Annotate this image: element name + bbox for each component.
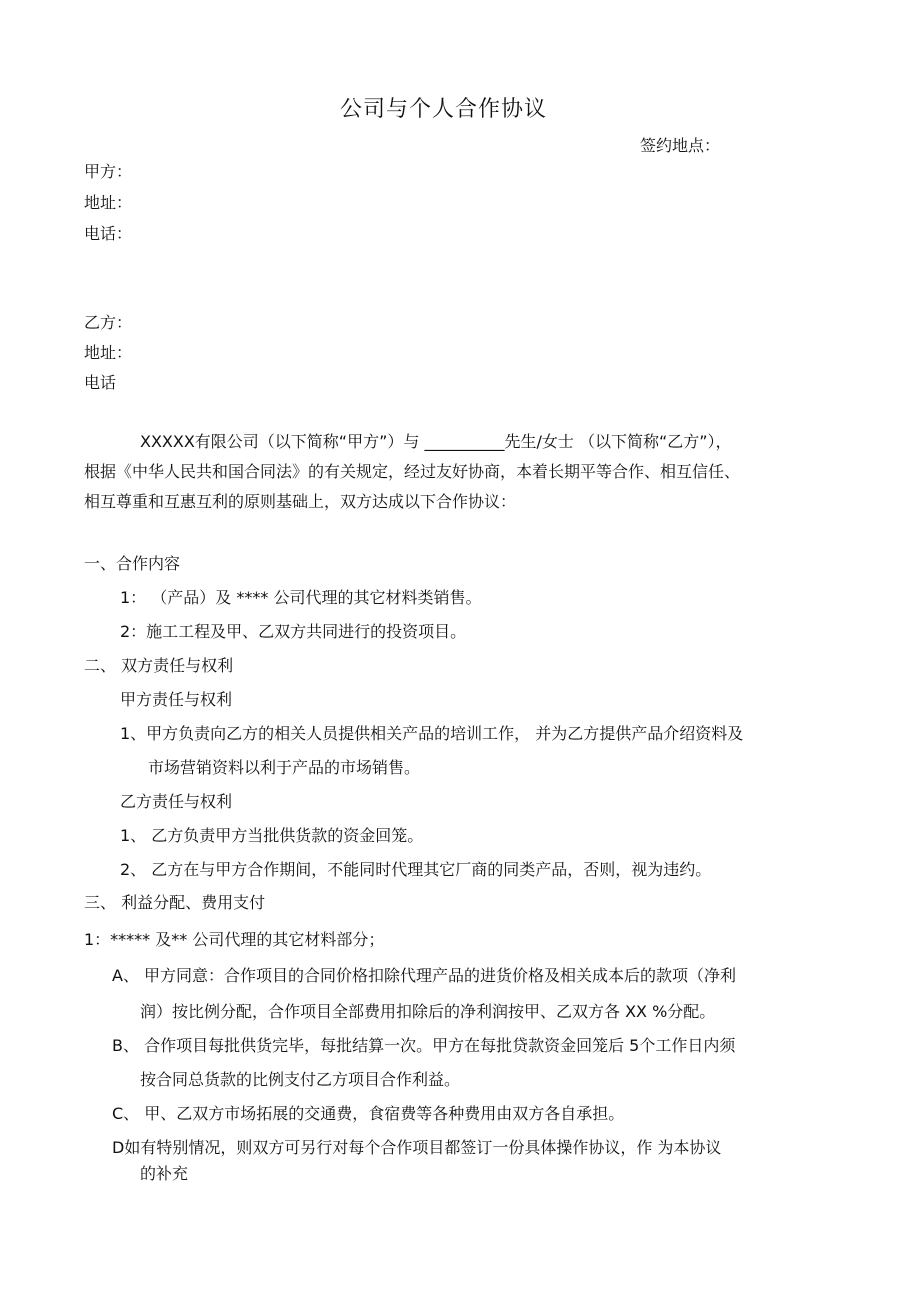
intro-line-2: 根据《中华人民共和国合同法》的有关规定，经过友好协商，本着长期平等合作、相互信任、 (84, 462, 741, 481)
section-1-heading: 一、合作内容 (84, 554, 181, 573)
clause-a-line-2: 润）按比例分配，合作项目全部费用扣除后的净利润按甲、乙双方各 XX %分配。 (140, 1002, 716, 1021)
party-a-phone-label: 电话： (84, 224, 133, 243)
section-3-heading: 三、 利益分配、费用支付 (84, 893, 266, 912)
party-b-phone-label: 电话 (84, 373, 117, 392)
party-b-duty-2: 2、 乙方在与甲方合作期间，不能同时代理其它厂商的同类产品，否则，视为违约。 (120, 860, 712, 879)
section-2-heading: 二、 双方责任与权利 (84, 656, 234, 675)
document-title: 公司与个人合作协议 (340, 97, 548, 122)
intro-line-3: 相互尊重和互惠互利的原则基础上，双方达成以下合作协议： (84, 492, 517, 511)
clause-a-line-1: A、 甲方同意：合作项目的合同价格扣除代理产品的进货价格及相关成本后的款项（净利 (112, 966, 737, 985)
section-3-subitem-1: 1：***** 及** 公司代理的其它材料部分； (84, 930, 385, 949)
party-b-label: 乙方： (84, 313, 133, 332)
intro-line-1: XXXXX有限公司（以下简称“甲方”）与 __________先生/女士 （以下简称“乙方”）， (140, 432, 732, 451)
section-1-item-2: 2：施工工程及甲、乙双方共同进行的投资项目。 (120, 622, 467, 641)
clause-c: C、 甲、乙双方市场拓展的交通费，食宿费等各种费用由双方各自承担。 (112, 1104, 625, 1123)
party-a-duties-heading: 甲方责任与权利 (120, 690, 233, 709)
clause-d-line-1: D如有特别情况，则双方可另行对每个合作项目都签订一份具体操作协议，作 为本协议 (112, 1138, 722, 1157)
clause-b-line-1: B、 合作项目每批供货完毕，每批结算一次。甲方在每批贷款资金回笼后 5个工作日内须 (112, 1036, 736, 1055)
party-b-duty-1: 1、 乙方负责甲方当批供货款的资金回笼。 (120, 826, 424, 845)
signing-place-label: 签约地点： (640, 136, 721, 155)
clause-d-line-2: 的补充 (140, 1164, 189, 1183)
clause-b-line-2: 按合同总货款的比例支付乙方项目合作利益。 (140, 1070, 461, 1089)
section-1-item-1: 1： （产品）及 **** 公司代理的其它材料类销售。 (120, 588, 482, 607)
party-a-duty-1-line-1: 1、甲方负责向乙方的相关人员提供相关产品的培训工作， 并为乙方提供产品介绍资料及 (120, 724, 744, 743)
party-a-duty-1-line-2: 市场营销资料以利于产品的市场销售。 (148, 758, 421, 777)
party-a-label: 甲方： (84, 162, 133, 181)
party-b-duties-heading: 乙方责任与权利 (120, 792, 233, 811)
party-b-address-label: 地址： (84, 343, 133, 362)
party-a-address-label: 地址： (84, 193, 133, 212)
